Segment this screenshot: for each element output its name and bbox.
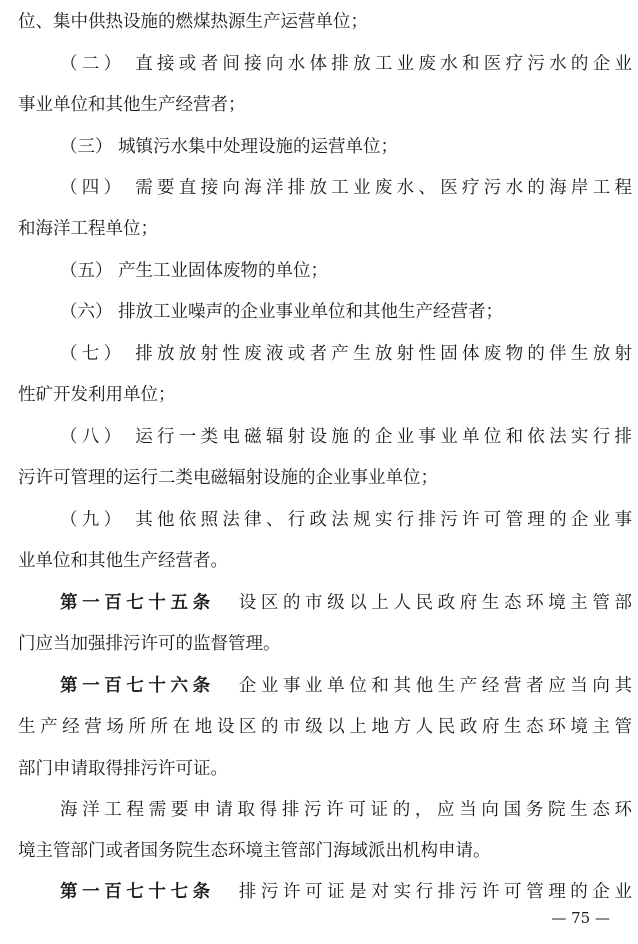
article-heading: 第一百七十六条 (60, 676, 215, 696)
text-line: 和海洋工程单位； (18, 219, 158, 239)
list-item-5: （五） 产生工业固体废物的单位； (60, 261, 329, 281)
text-line: 污许可管理的运行二类电磁辐射设施的企业事业单位； (18, 468, 438, 488)
text-line: 业单位和其他生产经营者。 (18, 551, 228, 571)
article-175 (60, 583, 632, 623)
list-item-4: （四） 需要直接向海洋排放工业废水、医疗污水的海岸工程 (60, 178, 632, 198)
list-item-3: （三） 城镇污水集中处理设施的运营单位； (60, 137, 399, 157)
page-number: — 75 — (551, 909, 610, 927)
article-176 (60, 666, 632, 706)
list-item-7: （七） 排放放射性废液或者产生放射性固体废物的伴生放射 (60, 344, 632, 364)
list-item-2: （二） 直接或者间接向水体排放工业废水和医疗污水的企业 (60, 54, 632, 74)
text-line: 位、集中供热设施的燃煤热源生产运营单位； (18, 12, 368, 32)
text-line: 事业单位和其他生产经营者； (18, 95, 246, 115)
text-line: 部门申请取得排污许可证。 (18, 759, 228, 779)
list-item-9: （九） 其他依照法律、行政法规实行排污许可管理的企业事 (60, 510, 632, 530)
text-line: 门应当加强排污许可的监督管理。 (18, 634, 281, 654)
paragraph: 海洋工程需要申请取得排污许可证的，应当向国务院生态环 (60, 800, 632, 820)
text-line: 境主管部门或者国务院生态环境主管部门海域派出机构申请。 (18, 841, 491, 861)
article-177 (60, 872, 632, 912)
article-text: 企业事业单位和其他生产经营者应当向其 (238, 676, 633, 696)
article-heading: 第一百七十七条 (60, 882, 215, 902)
list-item-6: （六） 排放工业噪声的企业事业单位和其他生产经营者； (60, 302, 504, 322)
article-text: 设区的市级以上人民政府生态环境主管部 (238, 593, 633, 613)
text-line: 性矿开发利用单位； (18, 385, 176, 405)
article-heading: 第一百七十五条 (60, 593, 215, 613)
text-line: 生产经营场所所在地设区的市级以上地方人民政府生态环境主管 (18, 717, 632, 737)
article-text: 排污许可证是对实行排污许可管理的企业 (238, 882, 633, 902)
list-item-8: （八） 运行一类电磁辐射设施的企业事业单位和依法实行排 (60, 427, 632, 447)
